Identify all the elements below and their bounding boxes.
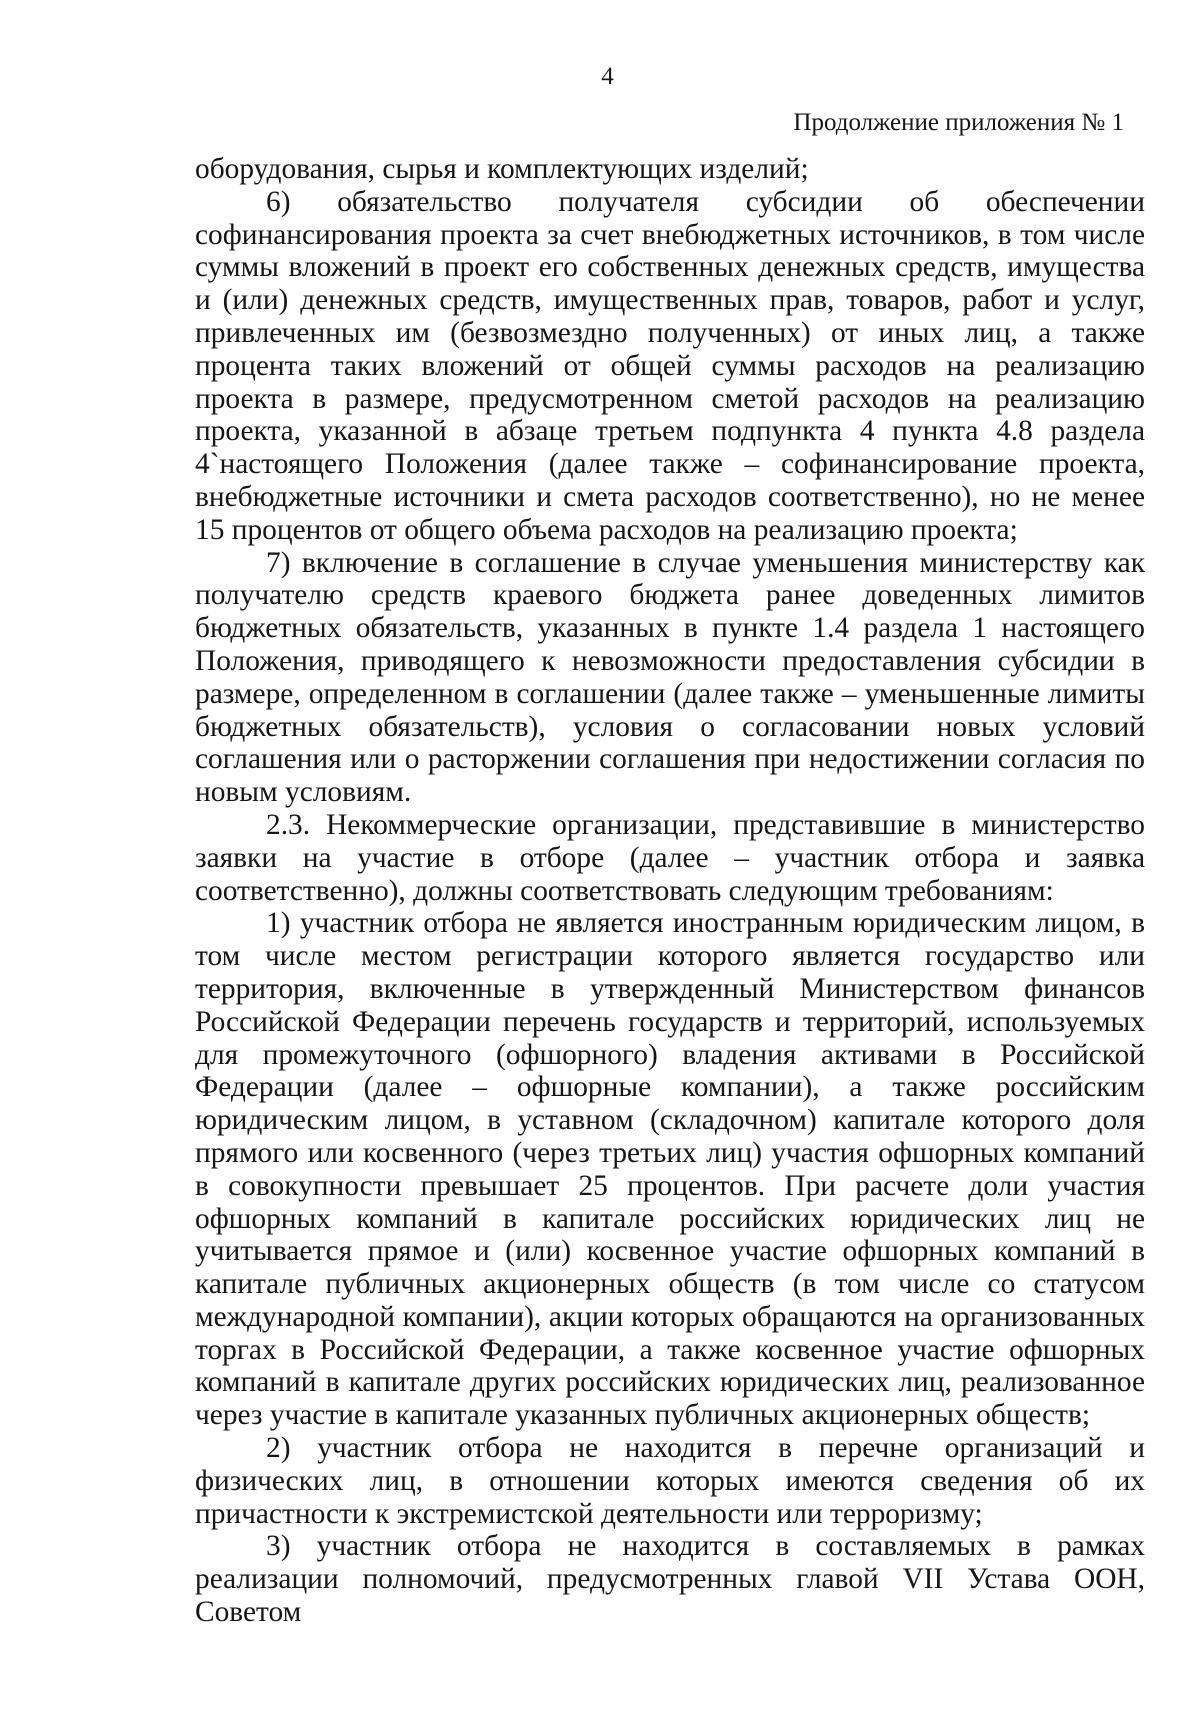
paragraph-requirement-3: 3) участник отбора не находится в составляемых в рамках реализации полномочий, предусмотренных главой VII Устава ООН, Советом xyxy=(195,1530,1145,1629)
paragraph-requirement-1: 1) участник отбора не является иностранным юридическим лицом, в том числе местом регистрации которого является государство или территория, включенные в утвержденный Министерством финансов Российской Федерации перечень государств и территорий, используемых для промежуточного (офшорного) владения активами в Российской Федерации (далее – офшорные компании), а также российским юридическим лицом, в уставном (складочном) капитале которого доля прямого или косвенного (через третьих лиц) участия офшорных компаний в совокупности превышает 25 процентов. При расчете доли участия офшорных компаний в капитале российских юридических лиц не учитывается прямое и (или) косвенное участие офшорных компаний в капитале публичных акционерных обществ (в том числе со статусом международной компании), акции которых обращаются на организованных торгах в Российской Федерации, а также косвенное участие офшорных компаний в капитале других российских юридических лиц, реализованное через участие в капитале указанных публичных акционерных обществ; xyxy=(195,907,1145,1432)
paragraph-item-6: 6) обязательство получателя субсидии об обеспечении софинансирования проекта за счет внебюджетных источников, в том числе суммы вложений в проект его собственных денежных средств, имущества и (или) денежных средств, имущественных прав, товаров, работ и услуг, привлеченных им (безвозмездно полученных) от иных лиц, а также процента таких вложений от общей суммы расходов на реализацию проекта в размере, предусмотренном сметой расходов на реализацию проекта, указанной в абзаце третьем подпункта 4 пункта 4.8 раздела 4`настоящего Положения (далее также – софинансирование проекта, внебюджетные источники и смета расходов соответственно), но не менее 15 процентов от общего объема расходов на реализацию проекта; xyxy=(195,185,1145,546)
paragraph-continuation: оборудования, сырья и комплектующих изделий; xyxy=(195,153,809,185)
page-number: 4 xyxy=(601,63,614,90)
document-body xyxy=(195,153,1145,1629)
paragraph-item-7: 7) включение в соглашение в случае уменьшения министерству как получателю средств краевого бюджета ранее доведенных лимитов бюджетных обязательств, указанных в пункте 1.4 раздела 1 настоящего Положения, приводящего к невозможности предоставления субсидии в размере, определенном в соглашении (далее также – уменьшенные лимиты бюджетных обязательств), условия о согласовании новых условий соглашения или о расторжении соглашения при недостижении согласия по новым условиям. xyxy=(195,546,1145,809)
paragraph-requirement-2: 2) участник отбора не находится в перечне организаций и физических лиц, в отношении которых имеются сведения об их причастности к экстремистской деятельности или терроризму; xyxy=(195,1432,1145,1530)
paragraph-section-2-3: 2.3. Некоммерческие организации, представившие в министерство заявки на участие в отборе (далее – участник отбора и заявка соответственно), должны соответствовать следующим требованиям: xyxy=(195,808,1145,907)
appendix-continuation-note: Продолжение приложения № 1 xyxy=(793,109,1124,136)
